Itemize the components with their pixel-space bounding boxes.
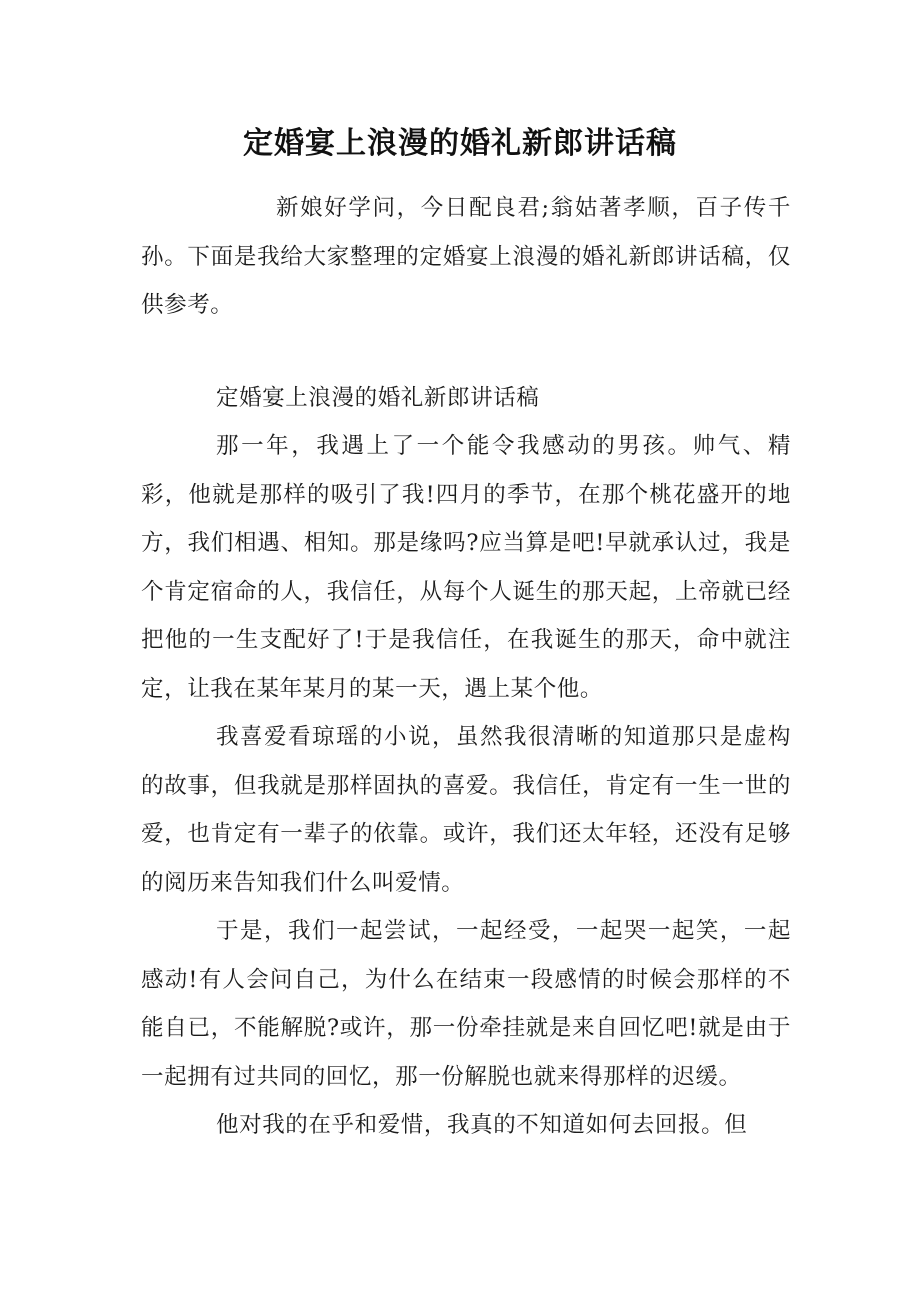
- speech-paragraph: 他对我的在乎和爱惜，我真的不知道如何去回报。但: [216, 1112, 748, 1138]
- speech-paragraph: 我喜爱看琼瑶的小说，虽然我很清晰的知道那只是虚构的故事，但我就是那样固执的喜爱。我信任，肯定有一生一世的爱，也肯定有一辈子的依靠。或许，我们还太年轻，还没有足够的阅历来告知我们什么叫爱情。: [141, 724, 791, 896]
- section-subtitle: 定婚宴上浪漫的婚礼新郎讲话稿: [216, 385, 540, 411]
- speech-paragraph: 那一年，我遇上了一个能令我感动的男孩。帅气、精彩，他就是那样的吸引了我!四月的季节，在那个桃花盛开的地方，我们相遇、相知。那是缘吗?应当算是吧!早就承认过，我是个肯定宿命的人，我信任，从每个人诞生的那天起，上帝就已经把他的一生支配好了!于是我信任，在我诞生的那天，命中就注定，让我在某年某月的某一天，遇上某个他。: [141, 433, 791, 702]
- intro-paragraph: 新娘好学问，今日配良君;翁姑著孝顺，百子传千孙。下面是我给大家整理的定婚宴上浪漫的婚礼新郎讲话稿，仅供参考。: [141, 195, 791, 318]
- speech-paragraph: 于是，我们一起尝试，一起经受，一起哭一起笑，一起感动!有人会问自己，为什么在结束一段感情的时候会那样的不能自已，不能解脱?或许，那一份牵挂就是来自回忆吧!就是由于一起拥有过共同的回忆，那一份解脱也就来得那样的迟缓。: [141, 918, 791, 1090]
- page-title: 定婚宴上浪漫的婚礼新郎讲话稿: [243, 126, 677, 161]
- speech-body: [141, 422, 791, 1150]
